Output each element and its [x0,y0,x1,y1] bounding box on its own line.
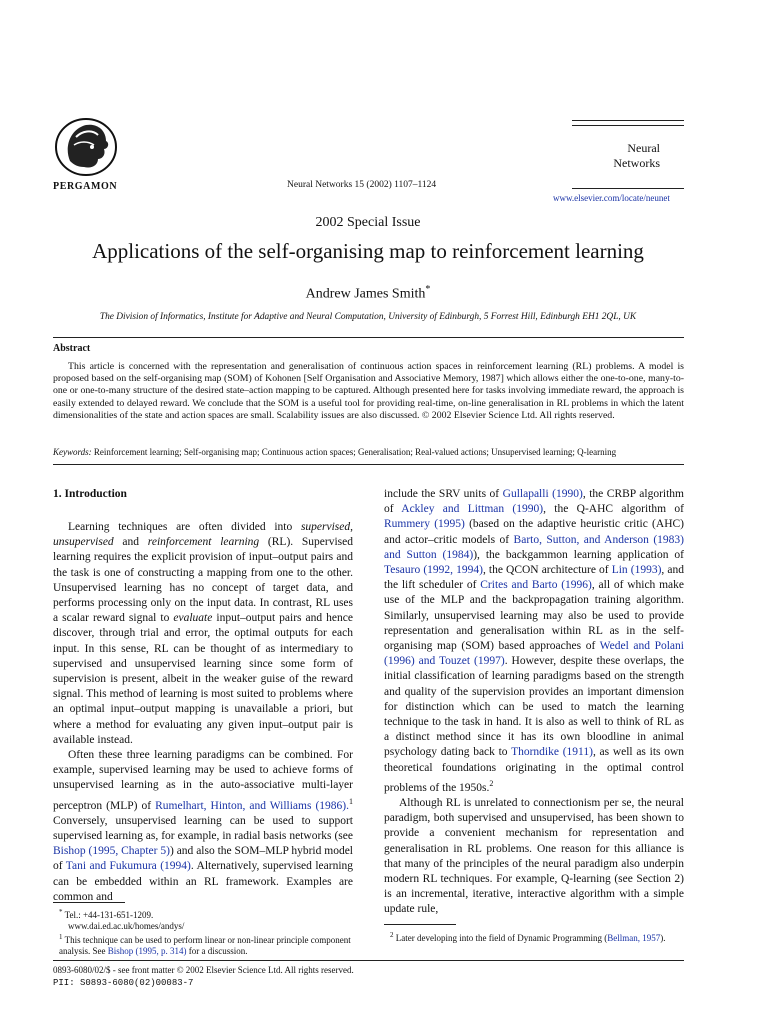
journal-rule-top [572,120,684,121]
section-heading-introduction: 1. Introduction [53,488,127,500]
ref-bellman-link[interactable]: Bellman, 1957 [607,933,661,943]
left-column [53,520,353,905]
footer [53,964,354,990]
ref-rumelhart-link[interactable]: Rumelhart, Hinton, and Williams (1986). [155,799,349,812]
keywords-rule [53,464,684,465]
ref-barto-link[interactable]: Barto, Sutton, and Anderson (1983) and Sutton (1984) [384,533,684,561]
footnote-author-tel: * Tel.: +44-131-651-1209. [59,908,154,920]
footnote-rule-right [384,924,456,925]
journal-name-line2: Networks [613,156,660,170]
author-footnote-mark[interactable]: * [425,284,431,295]
ref-crites-link[interactable]: Crites and Barto (1996) [480,579,592,592]
pii-line: PII: S0893-6080(02)00083-7 [53,978,194,988]
author-name: Andrew James Smith [305,286,426,302]
article-title: Applications of the self-organising map to reinforcement learning [92,239,644,263]
publisher-logo [54,117,118,177]
footnotes-right [384,930,684,944]
journal-url-link[interactable]: www.elsevier.com/locate/neunet [553,193,670,203]
footnote-1-ref[interactable]: 1 [349,796,353,806]
intro-paragraph-1: Learning techniques are often divided into supervised, unsupervised and reinforcement learning (RL). Supervised learning requires the explicit provision of input–output pairs and the task is one of constructing a mapping from one to the other. Unsupervised learning has no concept of target data, and performs processing only on the input data. In contrast, RL uses a scalar reward signal to evaluate input–output pairs and hence discover, through trial and error, the optimal outputs for each input. In this sense, RL can be thought of as intermediary to supervised and unsupervised learning since some form of supervision is present, albeit in the weaker guise of the reward signal. This method of learning is most suited to problems where an optimal input–output mapping is unavailable a priori, but where a method for evaluating any given input–output pair is available instead. [53,521,353,746]
footnote-author-web: www.dai.ed.ac.uk/homes/andys/ [68,921,185,931]
special-issue-label: 2002 Special Issue [315,215,421,230]
ref-gullapalli-link[interactable]: Gullapalli (1990) [502,488,583,500]
author-affiliation: The Division of Informatics, Institute for Adaptive and Neural Computation, University of Edinburgh, 5 Forrest Hill, Edinburgh EH1 2QL, UK [99,312,637,322]
ref-thorndike-link[interactable]: Thorndike (1911) [511,746,593,759]
keywords-list: Reinforcement learning; Self-organising map; Continuous action spaces; Generalisation; Real-valued actions; Unsupervised learning; Q-learning [93,447,617,457]
footer-rule [53,960,684,961]
intro-paragraph-3: include the SRV units of Gullapalli (1990), the CRBP algorithm of Ackley and Littman (1990), the Q-AHC algorithm of Rummery (1995) (based on the adaptive heuristic critic (AHC) and actor–critic models of Barto, Sutton, and Anderson (1983) and Sutton (1984)), the backgammon learning application of Tesauro (1992, 1994), the QCON architecture of Lin (1993), and the lift scheduler of Crites and Barto (1996), all of which make use of the MLP and the backpropagation training algorithm. Similarly, unsupervised learning may also be used to provide representation and generalisation within RL as in the self-organising map (SOM) based approaches of Wedel and Polani (1996) and Touzet (1997). However, despite these overlaps, the initial classification of learning paradigms based on the strength and quality of the supervision provides an important dimension for distinction which can be used to match the learning technique to the task in hand. It is also as well to think of RL as a distinct method since it has its own bloodline in animal psychology dating back to Thorndike (1911), as well as its own theoretical foundations originating in the optimal control problems of the 1950s.$^2$ [384,488,685,794]
intro-paragraph-4: Although RL is unrelated to connectionism per se, the neural paradigm, both supervised and unsupervised, has been shown to provide a convenient mechanism for representation and generalisation in RL problems. One reason for this alliance is that many of the principles of the neural paradigm also underpin modern RL techniques. For example, Q-learning (see Section 2) is an incremental, iterative, interactive algorithm with a simple update rule, [384,796,684,916]
ref-bishop-p314-link[interactable]: Bishop (1995, p. 314) [107,946,187,956]
journal-citation: Neural Networks 15 (2002) 1107–1124 [287,180,437,190]
ref-bishop-link[interactable]: Bishop (1995, Chapter 5) [53,845,170,858]
footnotes-left [53,907,353,957]
keywords-label: Keywords: [53,447,92,457]
author-line [0,284,736,303]
ref-lin-link[interactable]: Lin (1993) [611,564,662,577]
ref-tani-link[interactable]: Tani and Fukumura (1994) [65,860,191,873]
abstract-text: This article is concerned with the representation and generalisation of continuous action spaces in reinforcement learning (RL) problems. A model is proposed based on the self-organising map (SOM) of Kohonen [Self Organisation and Associative Memory, 1987] which allows either the one-to-one, many-to-one or one-to-many structure of the desired state–action mapping to be captured. Although presented here for tasks involving immediate reward, the approach is easily extended to delayed reward. We conclude that the SOM is a useful tool for providing real-time, on-line generalisation in RL problems in which the latent dimensionalities of the state and action spaces are small. Scalability issues are also discussed. © 2002 Elsevier Science Ltd. All rights reserved. [53,361,684,421]
journal-rule-bottom [572,188,684,189]
ref-ackley-link[interactable]: Ackley and Littman (1990) [401,503,544,516]
journal-name [572,141,682,171]
abstract-rule [53,337,684,338]
ref-tesauro-link[interactable]: Tesauro (1992, 1994) [384,564,483,577]
ref-wedel-link[interactable]: Wedel and Polani (1996) and Touzet (1997) [384,640,684,668]
right-column [384,487,684,918]
footnote-rule-left [53,902,125,903]
footnote-1: $^1$ This technique can be used to perform linear or non-linear principle component analysis. See Bishop (1995, p. 314) for a discussion. [59,933,351,956]
publisher-name: PERGAMON [53,181,118,192]
keywords-line [53,447,684,458]
journal-rule-thin [572,125,684,126]
ref-rummery-link[interactable]: Rummery (1995) [384,518,465,531]
journal-name-line1: Neural [627,141,660,155]
abstract-heading: Abstract [53,343,91,354]
intro-paragraph-2: Often these three learning paradigms can be combined. For example, supervised learning may be used to achieve forms of unsupervised learning as in the auto-associative multi-layer perceptron (MLP) of Rumelhart, Hinton, and Williams (1986).$^1$ Conversely, unsupervised learning can be used to support supervised learning as, for example, in radial basis networks (see Bishop (1995, Chapter 5)) and also the SOM–MLP hybrid model of Tani and Fukumura (1994). Alternatively, supervised learning can be embedded within an RL framework. Examples are common and [53,749,354,903]
footnote-2-ref[interactable]: 2 [489,778,494,788]
footnote-2: $^2$ Later developing into the field of Dynamic Programming (Bellman, 1957). [390,931,666,943]
copyright-line: 0893-6080/02/$ - see front matter © 2002 Elsevier Science Ltd. All rights reserved. [53,965,354,975]
